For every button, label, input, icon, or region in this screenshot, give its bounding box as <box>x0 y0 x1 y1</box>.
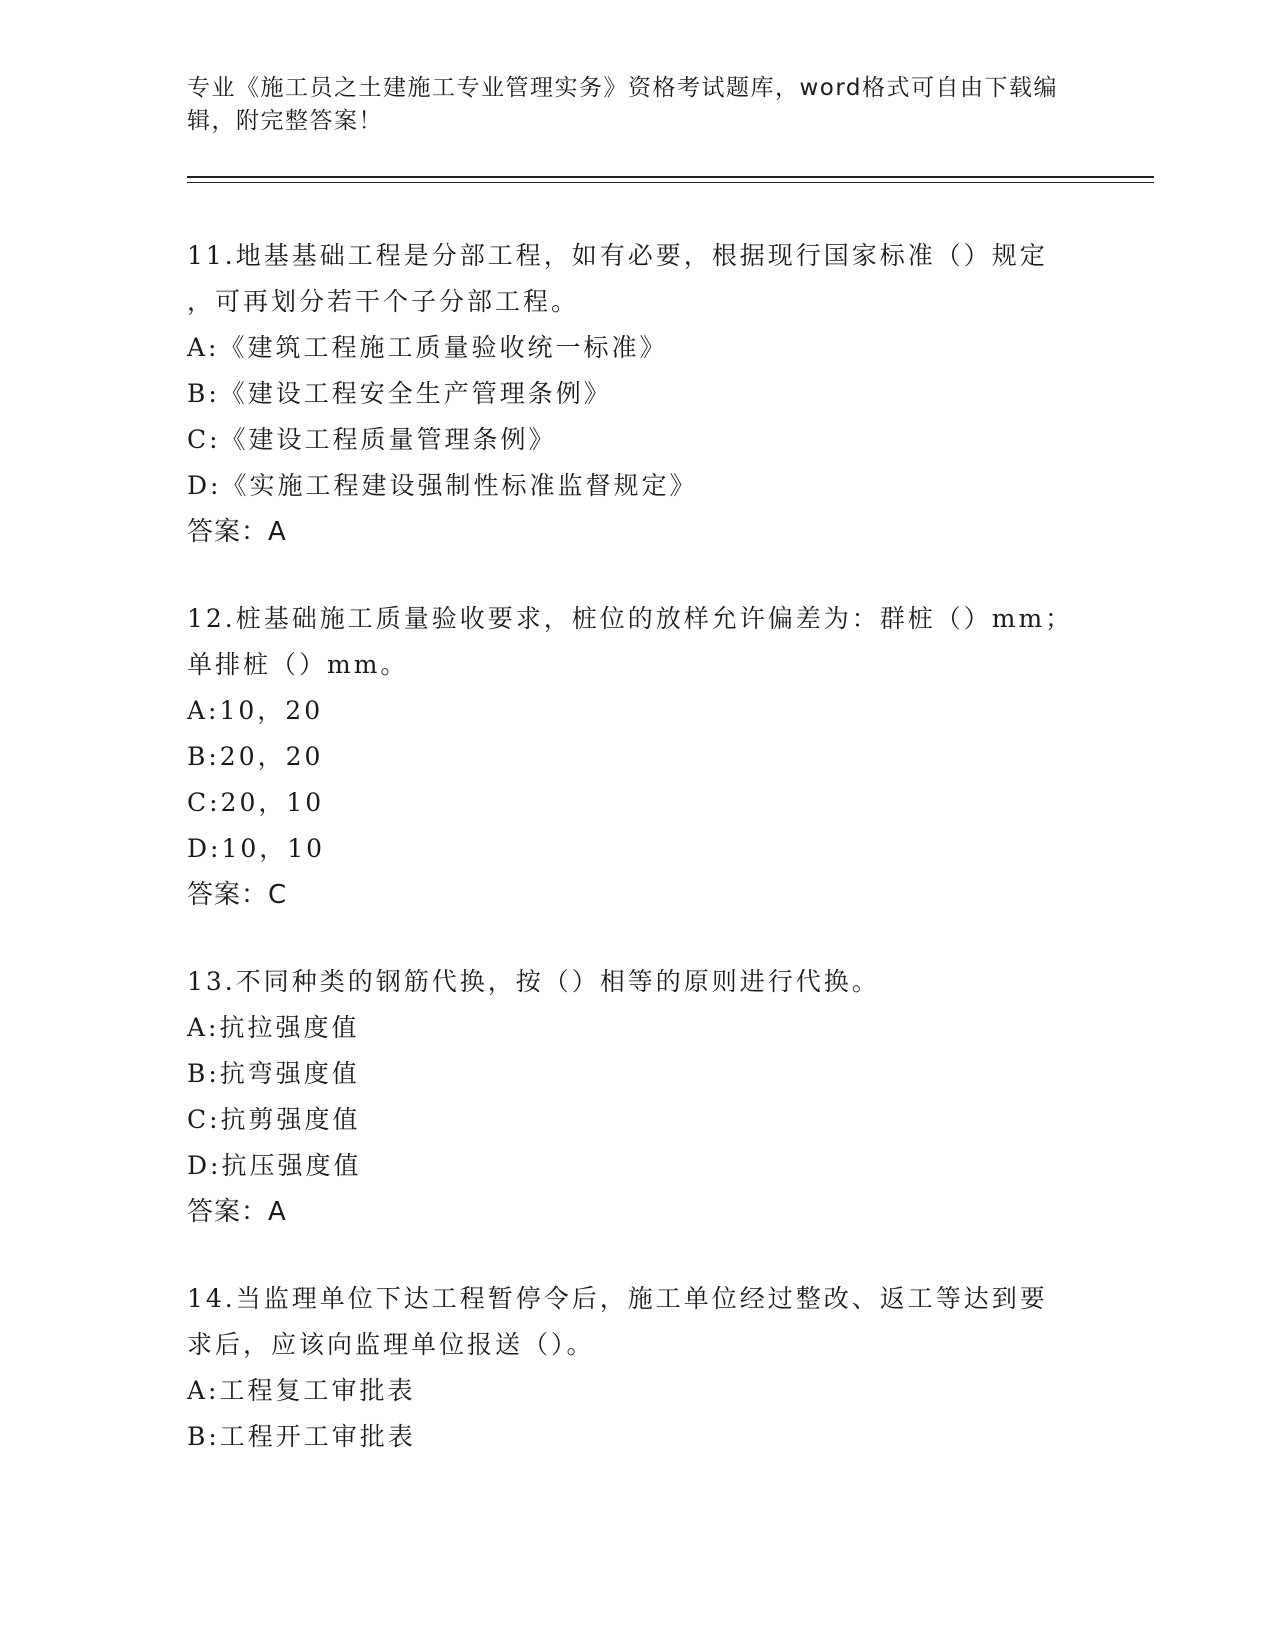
option-b: B:抗弯强度值 <box>187 1059 360 1088</box>
header-line: 专业《施工员之土建施工专业管理实务》资格考试题库，word格式可自由下载编 <box>187 75 1059 101</box>
option-a: A:抗拉强度值 <box>187 1013 360 1042</box>
option-b: B:20，20 <box>187 742 324 771</box>
stem-line: 11.地基基础工程是分部工程，如有必要，根据现行国家标准（）规定 <box>187 241 1048 270</box>
question-13 <box>187 959 1087 1235</box>
option-c: C:抗剪强度值 <box>187 1105 361 1134</box>
question-11 <box>187 233 1087 555</box>
option-b: B:工程开工审批表 <box>187 1422 416 1451</box>
stem-line: ，可再划分若干个子分部工程。 <box>187 287 580 316</box>
answer-line: 答案：A <box>187 517 287 547</box>
header-line: 辑，附完整答案！ <box>187 108 383 134</box>
document-header <box>187 72 1067 138</box>
option-a: A:10，20 <box>187 696 324 725</box>
header-divider-thin <box>187 182 1154 183</box>
option-d: D:《实施工程建设强制性标准监督规定》 <box>187 471 698 500</box>
option-b: B:《建设工程安全生产管理条例》 <box>187 379 612 408</box>
stem-line: 12.桩基础施工质量验收要求，桩位的放样允许偏差为：群桩（）mm； <box>187 604 1074 633</box>
question-stem <box>187 233 1087 325</box>
question-stem <box>187 959 1087 1005</box>
stem-line: 求后，应该向监理单位报送（）。 <box>187 1330 595 1359</box>
question-12 <box>187 596 1087 918</box>
question-stem <box>187 596 1087 688</box>
stem-line: 14.当监理单位下达工程暂停令后，施工单位经过整改、返工等达到要 <box>187 1284 1048 1313</box>
answer-line: 答案：C <box>187 880 288 910</box>
question-list <box>187 233 1087 1501</box>
option-a: A:工程复工审批表 <box>187 1376 416 1405</box>
question-stem <box>187 1276 1087 1368</box>
answer-line: 答案：A <box>187 1197 287 1227</box>
option-d: D:抗压强度值 <box>187 1151 362 1180</box>
header-divider <box>187 176 1154 178</box>
option-c: C:20，10 <box>187 788 325 817</box>
option-a: A:《建筑工程施工质量验收统一标准》 <box>187 333 668 362</box>
stem-line: 单排桩（）mm。 <box>187 650 409 679</box>
stem-line: 13.不同种类的钢筋代换，按（）相等的原则进行代换。 <box>187 967 880 996</box>
question-14 <box>187 1276 1087 1460</box>
option-c: C:《建设工程质量管理条例》 <box>187 425 557 454</box>
option-d: D:10，10 <box>187 834 326 863</box>
